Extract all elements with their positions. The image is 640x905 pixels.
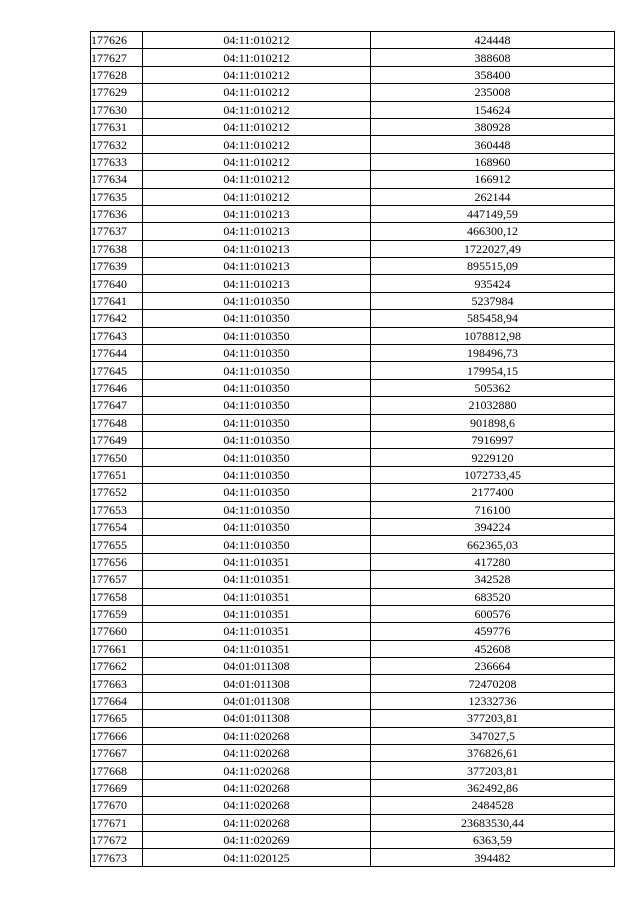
row-number-cell: 177669	[91, 779, 143, 796]
row-number-cell: 177662	[91, 658, 143, 675]
row-number-cell: 177655	[91, 536, 143, 553]
table-row	[91, 779, 615, 796]
cadastral-number-cell: 04:11:010350	[143, 379, 371, 396]
row-number-cell: 177664	[91, 692, 143, 709]
table-row	[91, 223, 615, 240]
table-row	[91, 136, 615, 153]
table-row	[91, 153, 615, 170]
table-row	[91, 466, 615, 483]
value-cell: 376826,61	[371, 745, 615, 762]
table-row	[91, 797, 615, 814]
value-cell: 505362	[371, 379, 615, 396]
value-cell: 380928	[371, 118, 615, 135]
row-number-cell: 177663	[91, 675, 143, 692]
table-row	[91, 501, 615, 518]
cadastral-number-cell: 04:11:010350	[143, 414, 371, 431]
cadastral-number-cell: 04:11:010212	[143, 49, 371, 66]
cadastral-number-cell: 04:01:011308	[143, 710, 371, 727]
row-number-cell: 177659	[91, 605, 143, 622]
table-row	[91, 588, 615, 605]
value-cell: 452608	[371, 640, 615, 657]
row-number-cell: 177637	[91, 223, 143, 240]
table-row	[91, 571, 615, 588]
row-number-cell: 177660	[91, 623, 143, 640]
value-cell: 262144	[371, 188, 615, 205]
cadastral-number-cell: 04:11:010213	[143, 223, 371, 240]
cadastral-number-cell: 04:11:010212	[143, 84, 371, 101]
value-cell: 342528	[371, 571, 615, 588]
table-row	[91, 49, 615, 66]
cadastral-number-cell: 04:01:011308	[143, 675, 371, 692]
table-row	[91, 431, 615, 448]
row-number-cell: 177671	[91, 814, 143, 831]
value-cell: 360448	[371, 136, 615, 153]
cadastral-number-cell: 04:11:020125	[143, 849, 371, 866]
table-row	[91, 831, 615, 848]
row-number-cell: 177646	[91, 379, 143, 396]
cadastral-number-cell: 04:11:010350	[143, 449, 371, 466]
table-row	[91, 292, 615, 309]
table-row	[91, 849, 615, 866]
table-row	[91, 484, 615, 501]
cadastral-number-cell: 04:11:020268	[143, 762, 371, 779]
row-number-cell: 177627	[91, 49, 143, 66]
row-number-cell: 177657	[91, 571, 143, 588]
value-cell: 5237984	[371, 292, 615, 309]
value-cell: 683520	[371, 588, 615, 605]
value-cell: 12332736	[371, 692, 615, 709]
cadastral-number-cell: 04:01:011308	[143, 692, 371, 709]
value-cell: 362492,86	[371, 779, 615, 796]
cadastral-number-cell: 04:11:010212	[143, 32, 371, 49]
value-cell: 377203,81	[371, 710, 615, 727]
row-number-cell: 177666	[91, 727, 143, 744]
row-number-cell: 177649	[91, 431, 143, 448]
value-cell: 1078812,98	[371, 327, 615, 344]
row-number-cell: 177651	[91, 466, 143, 483]
table-row	[91, 275, 615, 292]
table-row	[91, 188, 615, 205]
value-cell: 1072733,45	[371, 466, 615, 483]
value-cell: 716100	[371, 501, 615, 518]
cadastral-number-cell: 04:11:010350	[143, 292, 371, 309]
table-row	[91, 658, 615, 675]
value-cell: 394482	[371, 849, 615, 866]
row-number-cell: 177654	[91, 518, 143, 535]
table-row	[91, 205, 615, 222]
table-row	[91, 640, 615, 657]
table-row	[91, 397, 615, 414]
row-number-cell: 177633	[91, 153, 143, 170]
value-cell: 585458,94	[371, 310, 615, 327]
table-row	[91, 362, 615, 379]
value-cell: 459776	[371, 623, 615, 640]
cadastral-number-cell: 04:11:010351	[143, 623, 371, 640]
table-row	[91, 310, 615, 327]
row-number-cell: 177656	[91, 553, 143, 570]
cadastral-number-cell: 04:11:010213	[143, 205, 371, 222]
row-number-cell: 177631	[91, 118, 143, 135]
cadastral-number-cell: 04:11:010350	[143, 484, 371, 501]
table-row	[91, 623, 615, 640]
row-number-cell: 177650	[91, 449, 143, 466]
row-number-cell: 177632	[91, 136, 143, 153]
row-number-cell: 177640	[91, 275, 143, 292]
row-number-cell: 177642	[91, 310, 143, 327]
row-number-cell: 177670	[91, 797, 143, 814]
table-row	[91, 745, 615, 762]
cadastral-number-cell: 04:11:010350	[143, 466, 371, 483]
cadastral-number-cell: 04:11:010212	[143, 118, 371, 135]
row-number-cell: 177635	[91, 188, 143, 205]
row-number-cell: 177638	[91, 240, 143, 257]
cadastral-number-cell: 04:11:010350	[143, 362, 371, 379]
table-row	[91, 762, 615, 779]
value-cell: 424448	[371, 32, 615, 49]
cadastral-number-cell: 04:11:020268	[143, 814, 371, 831]
table-row	[91, 692, 615, 709]
value-cell: 417280	[371, 553, 615, 570]
table-row	[91, 66, 615, 83]
cadastral-number-cell: 04:11:010350	[143, 501, 371, 518]
cadastral-number-cell: 04:11:010351	[143, 605, 371, 622]
cadastral-number-cell: 04:11:010212	[143, 66, 371, 83]
table-row	[91, 118, 615, 135]
cadastral-number-cell: 04:01:011308	[143, 658, 371, 675]
cadastral-number-cell: 04:11:010213	[143, 258, 371, 275]
value-cell: 895515,09	[371, 258, 615, 275]
value-cell: 9229120	[371, 449, 615, 466]
value-cell: 662365,03	[371, 536, 615, 553]
row-number-cell: 177644	[91, 345, 143, 362]
table-row	[91, 345, 615, 362]
row-number-cell: 177639	[91, 258, 143, 275]
value-cell: 154624	[371, 101, 615, 118]
cadastral-number-cell: 04:11:010212	[143, 171, 371, 188]
value-cell: 168960	[371, 153, 615, 170]
row-number-cell: 177648	[91, 414, 143, 431]
table-row	[91, 710, 615, 727]
table-row	[91, 414, 615, 431]
cadastral-number-cell: 04:11:010213	[143, 275, 371, 292]
row-number-cell: 177661	[91, 640, 143, 657]
table-row	[91, 327, 615, 344]
value-cell: 235008	[371, 84, 615, 101]
cadastral-number-cell: 04:11:010213	[143, 240, 371, 257]
value-cell: 2484528	[371, 797, 615, 814]
cadastral-number-cell: 04:11:010351	[143, 588, 371, 605]
cadastral-number-cell: 04:11:010212	[143, 101, 371, 118]
table-row	[91, 675, 615, 692]
row-number-cell: 177636	[91, 205, 143, 222]
value-cell: 388608	[371, 49, 615, 66]
table-row	[91, 84, 615, 101]
cadastral-number-cell: 04:11:020268	[143, 779, 371, 796]
cadastral-number-cell: 04:11:010351	[143, 640, 371, 657]
table-row	[91, 518, 615, 535]
cadastral-number-cell: 04:11:010351	[143, 571, 371, 588]
row-number-cell: 177667	[91, 745, 143, 762]
value-cell: 394224	[371, 518, 615, 535]
value-cell: 377203,81	[371, 762, 615, 779]
cadastral-number-cell: 04:11:010350	[143, 518, 371, 535]
row-number-cell: 177673	[91, 849, 143, 866]
row-number-cell: 177626	[91, 32, 143, 49]
row-number-cell: 177641	[91, 292, 143, 309]
table-row	[91, 101, 615, 118]
row-number-cell: 177665	[91, 710, 143, 727]
table-row	[91, 32, 615, 49]
cadastral-number-cell: 04:11:010350	[143, 536, 371, 553]
cadastral-number-cell: 04:11:010350	[143, 327, 371, 344]
table-row	[91, 553, 615, 570]
row-number-cell: 177643	[91, 327, 143, 344]
row-number-cell: 177630	[91, 101, 143, 118]
row-number-cell: 177652	[91, 484, 143, 501]
row-number-cell: 177672	[91, 831, 143, 848]
table-row	[91, 727, 615, 744]
value-cell: 935424	[371, 275, 615, 292]
value-cell: 600576	[371, 605, 615, 622]
value-cell: 347027,5	[371, 727, 615, 744]
table-row	[91, 605, 615, 622]
cadastral-number-cell: 04:11:020268	[143, 797, 371, 814]
table-row	[91, 449, 615, 466]
table-row	[91, 814, 615, 831]
table-row	[91, 258, 615, 275]
value-cell: 358400	[371, 66, 615, 83]
row-number-cell: 177629	[91, 84, 143, 101]
value-cell: 7916997	[371, 431, 615, 448]
table-row	[91, 536, 615, 553]
value-cell: 901898,6	[371, 414, 615, 431]
table-body	[91, 32, 615, 867]
value-cell: 2177400	[371, 484, 615, 501]
value-cell: 447149,59	[371, 205, 615, 222]
row-number-cell: 177628	[91, 66, 143, 83]
row-number-cell: 177653	[91, 501, 143, 518]
row-number-cell: 177668	[91, 762, 143, 779]
value-cell: 166912	[371, 171, 615, 188]
cadastral-number-cell: 04:11:010350	[143, 431, 371, 448]
table-row	[91, 171, 615, 188]
row-number-cell: 177658	[91, 588, 143, 605]
cadastral-number-cell: 04:11:020268	[143, 727, 371, 744]
cadastral-number-cell: 04:11:020268	[143, 745, 371, 762]
value-cell: 466300,12	[371, 223, 615, 240]
cadastral-number-cell: 04:11:010350	[143, 397, 371, 414]
data-table	[90, 31, 615, 867]
value-cell: 72470208	[371, 675, 615, 692]
value-cell: 23683530,44	[371, 814, 615, 831]
value-cell: 198496,73	[371, 345, 615, 362]
cadastral-number-cell: 04:11:010212	[143, 153, 371, 170]
value-cell: 21032880	[371, 397, 615, 414]
table-row	[91, 240, 615, 257]
cadastral-number-cell: 04:11:010351	[143, 553, 371, 570]
value-cell: 179954,15	[371, 362, 615, 379]
cadastral-number-cell: 04:11:010212	[143, 188, 371, 205]
value-cell: 1722027,49	[371, 240, 615, 257]
cadastral-number-cell: 04:11:010350	[143, 310, 371, 327]
row-number-cell: 177634	[91, 171, 143, 188]
table-row	[91, 379, 615, 396]
value-cell: 236664	[371, 658, 615, 675]
cadastral-number-cell: 04:11:010350	[143, 345, 371, 362]
cadastral-number-cell: 04:11:020269	[143, 831, 371, 848]
row-number-cell: 177647	[91, 397, 143, 414]
row-number-cell: 177645	[91, 362, 143, 379]
value-cell: 6363,59	[371, 831, 615, 848]
cadastral-number-cell: 04:11:010212	[143, 136, 371, 153]
